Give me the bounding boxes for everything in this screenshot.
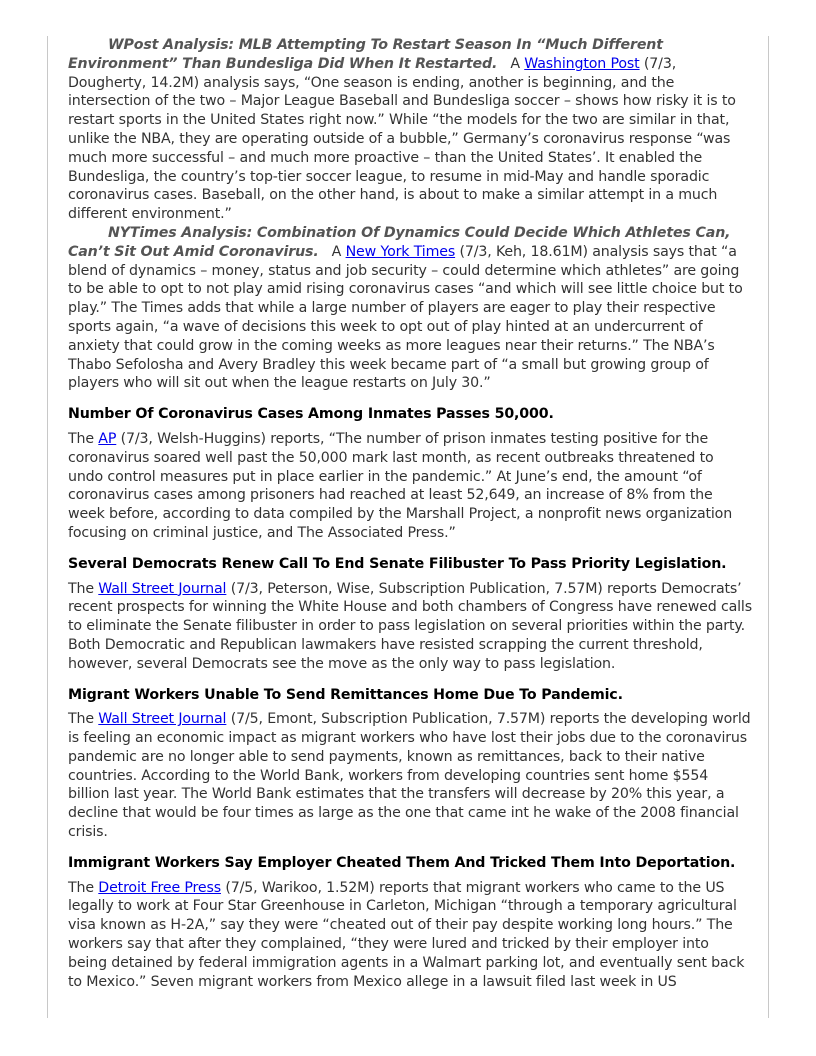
article-body: (7/3, Keh, 18.61M) analysis says that “a blend of dynamics – money, status and job security – could determine which athletes” are going to be able to opt to not play amid rising coronavirus cases “and which will see little choice but to play.” The Times adds that while a large number of players are eager to play their respective sports again, “a wave of decisions this week to opt out of play hinted at an undercurrent of anxiety that could grow in the coming weeks as more leagues near their returns.” The NBA’s Thabo Sefolosha and Avery Bradley this week became part of “a small but growing group of players who will sit out when the league restarts on July 30.” <box>68 243 743 392</box>
article-inmates <box>68 430 752 543</box>
source-link-washington-post[interactable]: Washington Post <box>524 55 640 72</box>
news-content <box>68 36 752 991</box>
article-filibuster <box>68 580 752 674</box>
source-link-wall-street-journal[interactable]: Wall Street Journal <box>98 580 227 597</box>
article-title: WPost Analysis: MLB Attempting To Restart Season In “Much Different Environment” Than Bundesliga Did When It Restarted. <box>68 37 663 72</box>
source-link-detroit-free-press[interactable]: Detroit Free Press <box>98 879 221 896</box>
article-body: (7/3, Dougherty, 14.2M) analysis says, “One season is ending, another is beginning, and the intersection of the two – Major League Baseball and Bundesliga soccer – shows how risky it is to restart sports in the United States right now.” While “the models for the two are similar in that, unlike the NBA, they are operating outside of a bubble,” Germany’s coronavirus response “was much more successful – and much more proactive – than the United States’. It enabled the Bundesliga, the country’s top-tier soccer league, to resume in mid-May and handle sporadic coronavirus cases. Baseball, on the other hand, is about to make a similar attempt in a much different environment.” <box>68 55 736 223</box>
article-intro: A <box>510 55 525 72</box>
article-remittances <box>68 710 752 842</box>
article-body: (7/5, Warikoo, 1.52M) reports that migrant workers who came to the US legally to work at Four Star Greenhouse in Carleton, Michigan “through a temporary agricultural visa known as H-2A,” say they were “cheated out of their pay despite working long hours.” The workers say that after they complained, “they were lured and tricked by their employer into being detained by federal immigration agents in a Walmart parking lot, and eventually sent back to Mexico.” Seven migrant workers from Mexico allege in a lawsuit filed last week in US <box>68 879 745 990</box>
article-immigrant-workers <box>68 879 752 992</box>
article-body: (7/3, Peterson, Wise, Subscription Publication, 7.57M) reports Democrats’ recent prospects for winning the White House and both chambers of Congress have renewed calls to eliminate the Senate filibuster in order to pass legislation on several priorities within the party. Both Democratic and Republican lawmakers have resisted scrapping the current threshold, however, several Democrats see the move as the only way to pass legislation. <box>68 580 752 672</box>
article-nytimes-athletes <box>68 224 752 393</box>
article-wpost-mlb <box>68 36 752 224</box>
article-body: (7/5, Emont, Subscription Publication, 7.57M) reports the developing world is feeling an economic impact as migrant workers who have lost their jobs due to the coronavirus pandemic are no longer able to send payments, known as remittances, back to their native countries. According to the World Bank, workers from developing countries sent home $554 billion last year. The World Bank estimates that the transfers will decrease by 20% this year, a decline that would be four times as large as the one that came int he wake of the 2008 financial crisis. <box>68 711 751 841</box>
article-intro: The <box>68 580 99 597</box>
section-heading-filibuster: Several Democrats Renew Call To End Senate Filibuster To Pass Priority Legislation. <box>68 555 727 572</box>
section-heading-remittances: Migrant Workers Unable To Send Remittances Home Due To Pandemic. <box>68 686 623 703</box>
source-link-wall-street-journal[interactable]: Wall Street Journal <box>98 711 227 728</box>
article-intro: The <box>68 879 99 896</box>
article-title: NYTimes Analysis: Combination Of Dynamics Could Decide Which Athletes Can, Can’t Sit Out Amid Coronavirus. <box>68 224 731 260</box>
article-body: (7/3, Welsh-Huggins) reports, “The number of prison inmates testing positive for the coronavirus soared well past the 50,000 mark last month, as recent outbreaks threatened to undo control measures put in place earlier in the pandemic.” At June’s end, the amount “of coronavirus cases among prisoners had reached at least 52,649, an increase of 8% from the week before, according to data compiled by the Marshall Project, a nonprofit news organization focusing on criminal justice, and The Associated Press.” <box>68 430 733 541</box>
article-intro: The <box>68 430 99 447</box>
section-heading-immigrant-workers: Immigrant Workers Say Employer Cheated Them And Tricked Them Into Deportation. <box>68 854 736 871</box>
document-page <box>47 36 769 1018</box>
section-heading-inmates: Number Of Coronavirus Cases Among Inmates Passes 50,000. <box>68 406 554 423</box>
article-intro: The <box>68 711 99 728</box>
source-link-new-york-times[interactable]: New York Times <box>345 243 456 260</box>
article-intro: A <box>331 243 346 260</box>
source-link-ap[interactable]: AP <box>98 430 117 447</box>
